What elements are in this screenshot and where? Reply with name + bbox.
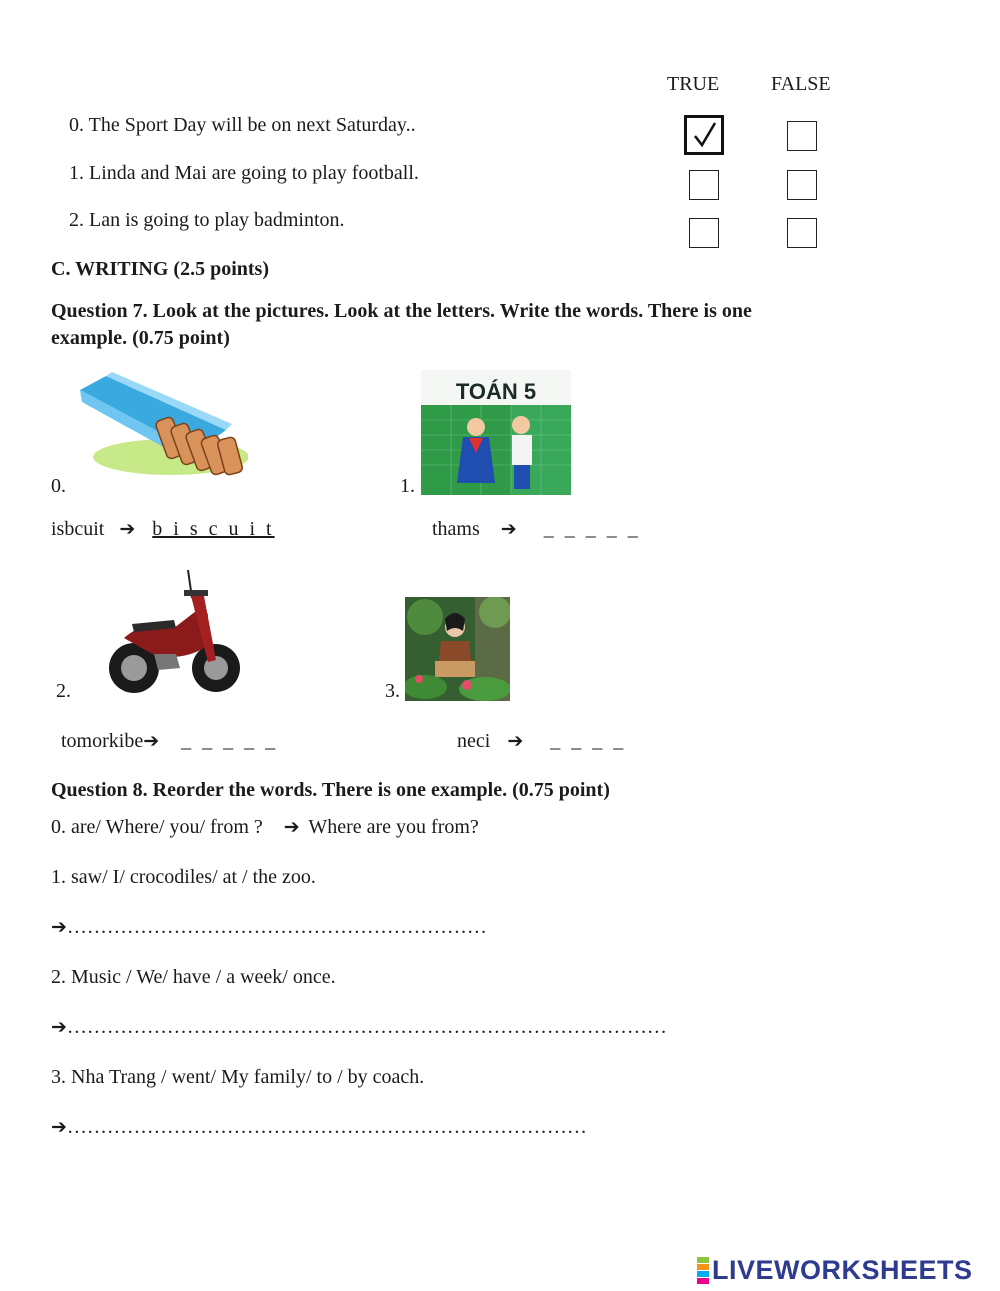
check-mark-icon <box>691 121 719 149</box>
tf-2-false-checkbox[interactable] <box>787 218 817 248</box>
q7-title-line2: example. (0.75 point) <box>51 327 230 349</box>
tf-statement-2: 2. Lan is going to play badminton. <box>69 209 345 231</box>
bread-loaf-image <box>76 372 248 482</box>
liveworksheets-logo[interactable] <box>697 1255 973 1285</box>
right-arrow-icon: ➔ <box>51 1116 67 1138</box>
right-arrow-icon: ➔ <box>119 518 136 540</box>
q8-item-2-answer-line <box>51 1016 667 1039</box>
right-arrow-icon: ➔ <box>283 816 300 838</box>
q8-example-answer: Where are you from? <box>308 816 479 838</box>
q8-item-3-answer-line <box>51 1116 587 1139</box>
right-arrow-icon: ➔ <box>51 1016 67 1038</box>
q7-item-0-scrambled: isbcuit <box>51 518 105 540</box>
q7-item-1-number: 1. <box>400 475 415 497</box>
q7-item-1-line <box>432 518 641 541</box>
right-arrow-icon: ➔ <box>500 518 517 540</box>
q8-title: Question 8. Reorder the words. There is one example. (0.75 point) <box>51 779 610 801</box>
q7-item-2-answer[interactable]: _ _ _ _ _ <box>181 730 279 752</box>
q8-item-3-prompt: 3. Nha Trang / went/ My family/ to / by coach. <box>51 1066 425 1088</box>
logo-text: LIVEWORKSHEETS <box>712 1254 973 1285</box>
q7-item-1-scrambled: thams <box>432 518 480 540</box>
q7-item-2-scrambled: tomorkibe <box>61 730 144 752</box>
girl-in-garden-image <box>405 597 510 701</box>
q7-item-3-number: 3. <box>385 680 400 702</box>
math-textbook-image <box>421 370 571 495</box>
false-column-header: FALSE <box>771 73 831 95</box>
q8-item-1-prompt: 1. saw/ I/ crocodiles/ at / the zoo. <box>51 866 316 888</box>
tf-0-false-checkbox[interactable] <box>787 121 817 151</box>
q7-item-3-answer[interactable]: _ _ _ _ <box>550 730 627 752</box>
true-column-header: TRUE <box>667 73 720 95</box>
q8-item-2-prompt: 2. Music / We/ have / a week/ once. <box>51 966 336 988</box>
right-arrow-icon: ➔ <box>51 916 67 938</box>
logo-block-icon <box>697 1257 709 1284</box>
motorbike-image <box>104 568 242 698</box>
q7-item-2-number: 2. <box>56 680 71 702</box>
q8-item-1-answer-line <box>51 916 487 939</box>
right-arrow-icon: ➔ <box>507 730 524 752</box>
tf-2-true-checkbox[interactable] <box>689 218 719 248</box>
q7-item-3-scrambled: neci <box>457 730 491 752</box>
q7-item-2-line <box>61 730 278 753</box>
tf-statement-1: 1. Linda and Mai are going to play football. <box>69 162 419 184</box>
tf-0-true-checkbox[interactable] <box>684 115 724 155</box>
book-title: TOÁN 5 <box>455 379 537 404</box>
q8-item-2-answer[interactable]: ……………………………………………………………………………… <box>66 1016 667 1038</box>
right-arrow-icon: ➔ <box>143 730 160 752</box>
q7-item-1-answer[interactable]: _ _ _ _ _ <box>543 518 641 540</box>
q7-item-0-line <box>51 518 275 541</box>
tf-1-false-checkbox[interactable] <box>787 170 817 200</box>
q8-item-1-answer[interactable]: ……………………………………………………… <box>66 916 487 938</box>
q7-item-0-answer: b i s c u i t <box>152 518 275 540</box>
q7-title-line1: Question 7. Look at the pictures. Look at the letters. Write the words. There is one <box>51 300 752 322</box>
tf-statement-0: 0. The Sport Day will be on next Saturday.. <box>69 114 416 136</box>
tf-1-true-checkbox[interactable] <box>689 170 719 200</box>
q8-item-3-answer[interactable]: …………………………………………………………………… <box>66 1116 587 1138</box>
q7-item-0-number: 0. <box>51 475 66 497</box>
section-c-title: C. WRITING (2.5 points) <box>51 258 269 280</box>
q8-example-line <box>51 816 479 839</box>
q7-item-3-line <box>457 730 626 753</box>
q8-example-prompt: 0. are/ Where/ you/ from ? <box>51 816 263 838</box>
